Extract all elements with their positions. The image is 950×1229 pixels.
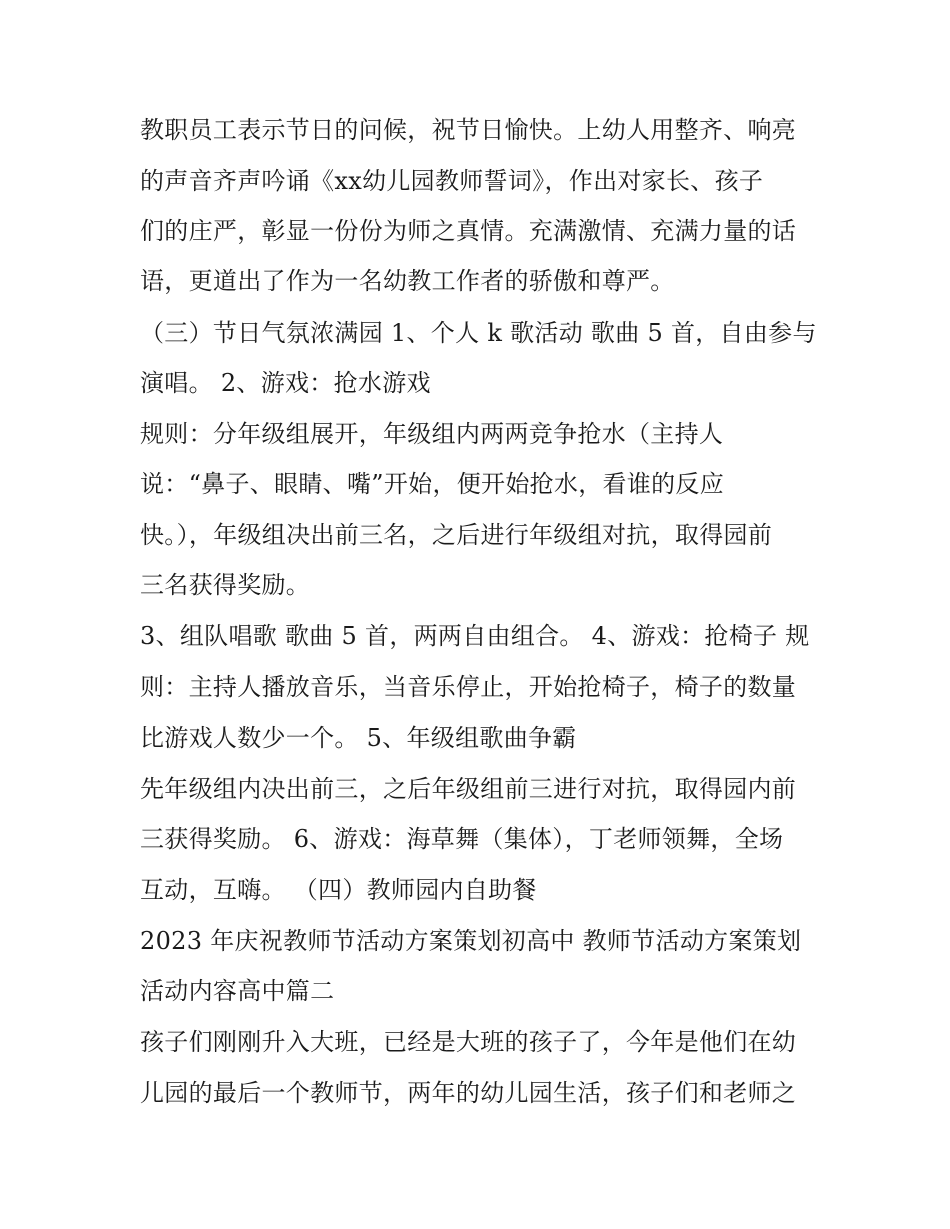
text-line: 三名获得奖励。	[140, 571, 311, 599]
text-line: 3、组队唱歌 歌曲 5 首，两两自由组合。 4、游戏：抢椅子 规	[140, 622, 810, 650]
text-line: （三）节日气氛浓满园 1、个人 k 歌活动 歌曲 5 首，自由参与	[140, 319, 817, 347]
text-line: 的声音齐声吟诵《xx幼儿园教师誓词》，作出对家长、孩子	[140, 167, 764, 195]
text-line: 规则：分年级组展开，年级组内两两竞争抢水（主持人	[140, 420, 724, 448]
text-line: 2023 年庆祝教师节活动方案策划初高中 教师节活动方案策划	[140, 927, 802, 955]
text-line: 教职员工表示节日的问候，祝节日愉快。上幼人用整齐、响亮	[140, 116, 797, 144]
text-line: 语，更道出了作为一名幼教工作者的骄傲和尊严。	[140, 267, 675, 295]
text-line: 说：“鼻子、眼睛、嘴”开始，便开始抢水，看谁的反应	[140, 470, 725, 498]
text-line: 互动，互嗨。 （四）教师园内自助餐	[140, 876, 537, 904]
text-line: 儿园的最后一个教师节，两年的幼儿园生活，孩子们和老师之	[140, 1079, 797, 1107]
text-line: 快。），年级组决出前三名，之后进行年级组对抗，取得园前	[140, 521, 773, 549]
text-line: 三获得奖励。 6、游戏：海草舞（集体），丁老师领舞，全场	[140, 825, 784, 853]
text-line: 则：主持人播放音乐，当音乐停止，开始抢椅子，椅子的数量	[140, 673, 797, 701]
text-line: 先年级组内决出前三，之后年级组前三进行对抗，取得园内前	[140, 775, 797, 803]
text-line: 孩子们刚刚升入大班，已经是大班的孩子了，今年是他们在幼	[140, 1028, 797, 1056]
text-line: 活动内容高中篇二	[140, 977, 335, 1005]
text-line: 们的庄严，彰显一份份为师之真情。充满激情、充满力量的话	[140, 217, 797, 245]
text-line: 演唱。 2、游戏：抢水游戏	[140, 369, 431, 397]
text-line: 比游戏人数少一个。 5、年级组歌曲争霸	[140, 724, 577, 752]
